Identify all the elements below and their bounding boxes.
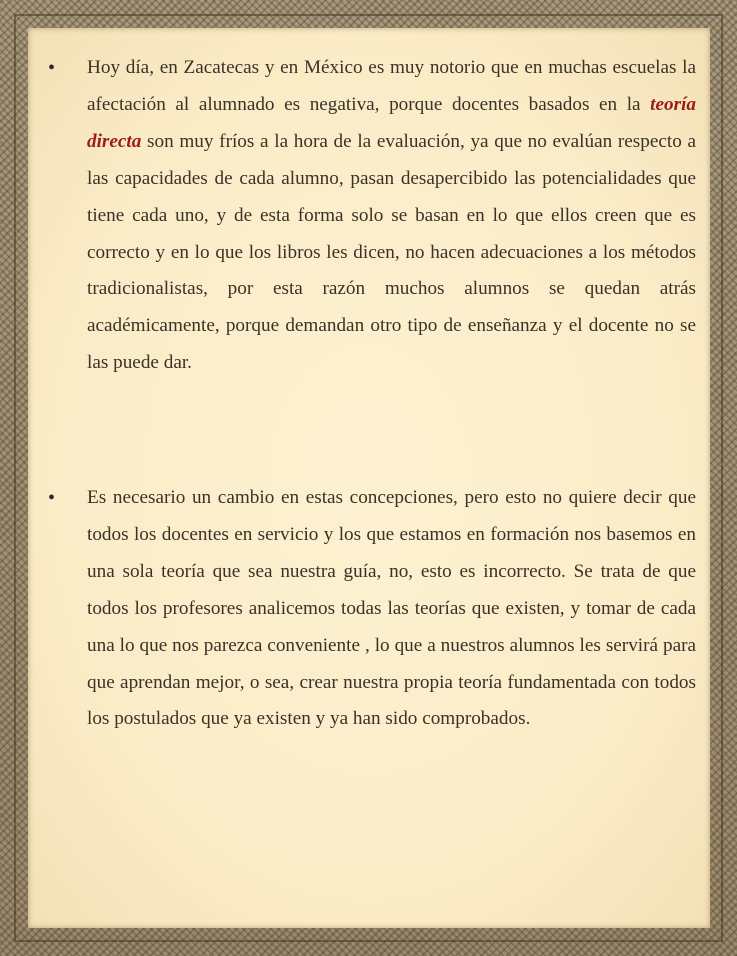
parchment-page: [28, 28, 710, 928]
document-body: [28, 28, 710, 928]
bullet-item-2: [48, 480, 696, 738]
bullet-marker: •: [48, 487, 56, 509]
paragraph-2: Es necesario un cambio en estas concepciones, pero esto no quiere decir que todos los docentes en servicio y los que estamos en formación nos basemos en una sola teoría que sea nuestra guía, no, esto es incorrecto. Se trata de que todos los profesores analicemos todas las teorías que existen, y tomar de cada una lo que nos parezca conveniente , lo que a nuestros alumnos les servirá para que aprendan mejor, o sea, crear nuestra propia teoría fundamentada con todos los postulados que ya existen y ya han sido comprobados.: [87, 487, 696, 730]
bullet-marker: •: [48, 57, 56, 79]
bullet-item-1: [48, 50, 696, 382]
paragraph-1-text-start: Hoy día, en Zacatecas y en México es muy notorio que en muchas escuelas la afectación al alumnado es negativa, porque docentes basados en la: [87, 57, 696, 115]
paragraph-1: [87, 50, 696, 382]
paragraph-1-text-end: son muy fríos a la hora de la evaluación, ya que no evalúan respecto a las capacidades de cada alumno, pasan desapercibido las potencialidades que tiene cada uno, y de esta forma solo se basan en lo que ellos creen que es correcto y en lo que los libros les dicen, no hacen adecuaciones a los métodos tradicionalistas, por esta razón muchos alumnos se quedan atrás académicamente, porque demandan otro tipo de enseñanza y el docente no se las puede dar.: [87, 130, 696, 374]
highlighted-term: teoría directa: [87, 93, 696, 152]
